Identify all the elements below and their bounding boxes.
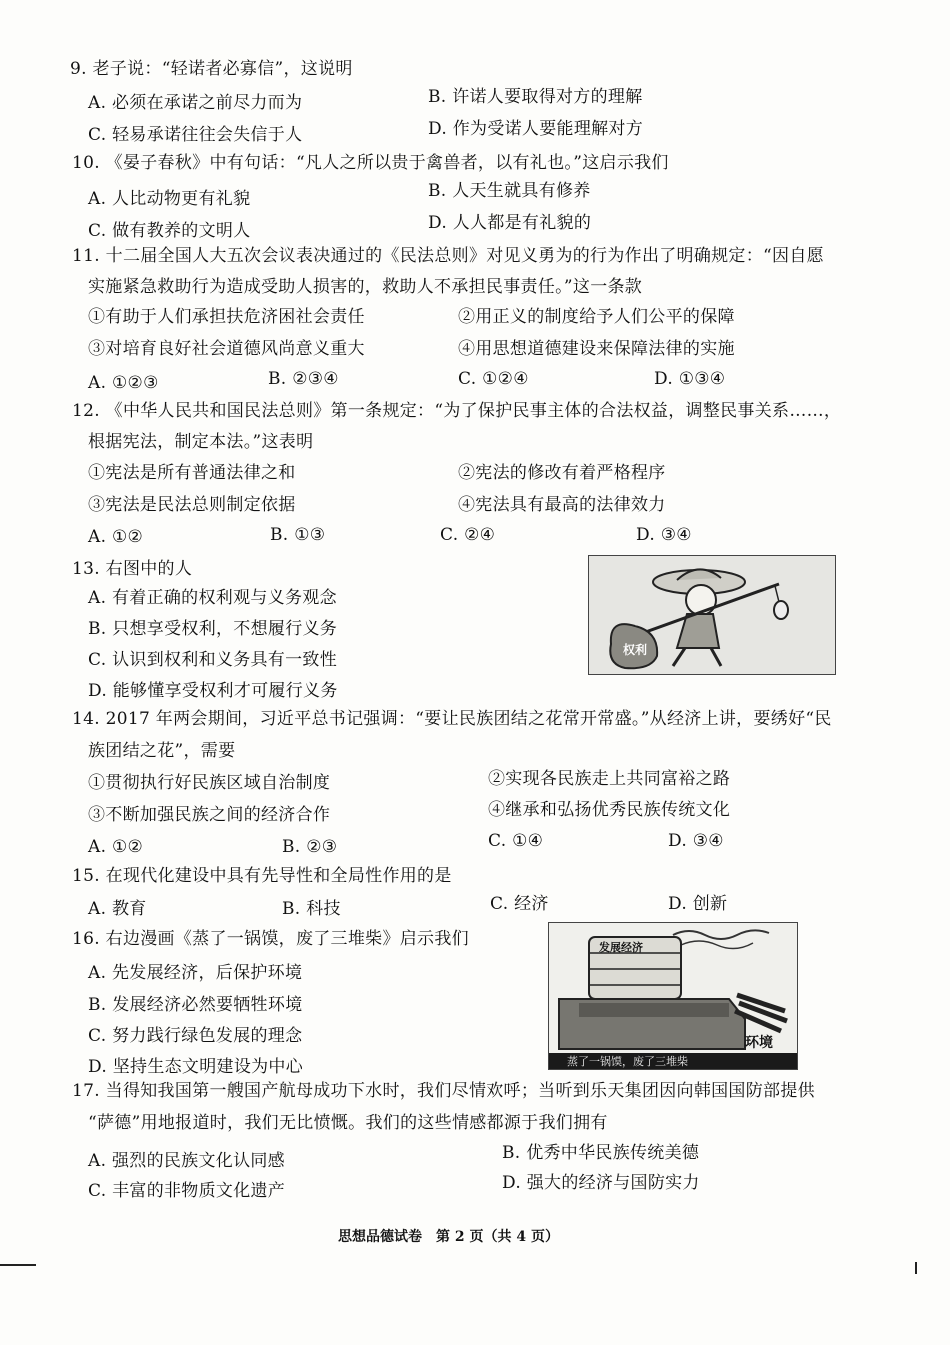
q10-option-c: C. 做有教养的文明人	[88, 221, 251, 241]
q16-option-c: C. 努力践行绿色发展的理念	[88, 1026, 303, 1046]
q14-statement-1: ①贯彻执行好民族区域自治制度	[88, 773, 331, 793]
rights-cartoon-drawing	[589, 556, 835, 674]
q14-statement-3: ③不断加强民族之间的经济合作	[88, 805, 331, 825]
q15-stem: 15. 在现代化建设中具有先导性和全局性作用的是	[72, 866, 452, 886]
q12-stem-line1: 12. 《中华人民共和国民法总则》第一条规定：“为了保护民事主体的合法权益，调整民事关系……，	[72, 401, 842, 421]
q13-option-b: B. 只想享受权利，不想履行义务	[88, 619, 338, 639]
q17-stem-line2: “萨德”用地报道时，我们无比愤慨。我们的这些情感都源于我们拥有	[88, 1113, 608, 1133]
rights-cartoon	[588, 555, 836, 675]
q15-option-b: B. 科技	[282, 899, 341, 919]
q13-stem: 13. 右图中的人	[72, 559, 193, 579]
q10-option-d: D. 人人都是有礼貌的	[428, 213, 592, 233]
q11-statement-3: ③对培育良好社会道德风尚意义重大	[88, 339, 365, 359]
steamer-cartoon	[548, 922, 798, 1070]
q14-option-c: C. ①④	[488, 831, 544, 851]
q12-option-a: A. ①②	[88, 527, 144, 547]
q9-stem: 9. 老子说：“轻诺者必寡信”，这说明	[70, 59, 353, 79]
q11-option-b: B. ②③④	[268, 369, 339, 389]
q13-option-c: C. 认识到权利和义务具有一致性	[88, 650, 338, 670]
q11-stem-line1: 11. 十二届全国人大五次会议表决通过的《民法总则》对见义勇为的行为作出了明确规定：“因自愿	[72, 246, 824, 266]
q13-option-d: D. 能够懂享受权利才可履行义务	[88, 681, 338, 701]
steamer-label: 发展经济	[599, 941, 643, 954]
q11-option-d: D. ①③④	[654, 369, 726, 389]
q17-option-b: B. 优秀中华民族传统美德	[502, 1143, 700, 1163]
steamer-cartoon-caption: 蒸了一锅馍，废了三堆柴	[567, 1055, 688, 1068]
q10-option-b: B. 人天生就具有修养	[428, 181, 591, 201]
q10-stem: 10. 《晏子春秋》中有句话：“凡人之所以贵于禽兽者，以有礼也。”这启示我们	[72, 153, 669, 173]
q17-option-c: C. 丰富的非物质文化遗产	[88, 1181, 286, 1201]
q12-option-c: C. ②④	[440, 525, 496, 545]
q16-option-a: A. 先发展经济，后保护环境	[88, 963, 303, 983]
q15-option-d: D. 创新	[668, 894, 728, 914]
q12-statement-3: ③宪法是民法总则制定依据	[88, 495, 296, 515]
q17-stem-line1: 17. 当得知我国第一艘国产航母成功下水时，我们尽情欢呼；当听到乐天集团因向韩国国防部提供	[72, 1081, 815, 1101]
q14-statement-4: ④继承和弘扬优秀民族传统文化	[488, 800, 731, 820]
q11-stem-line2: 实施紧急救助行为造成受助人损害的，救助人不承担民事责任。”这一条款	[88, 277, 643, 297]
steamer-cartoon-drawing	[549, 923, 797, 1069]
q9-option-d: D. 作为受诺人要能理解对方	[428, 119, 644, 139]
q9-option-b: B. 许诺人要取得对方的理解	[428, 87, 643, 107]
rights-sack-label: 权利	[623, 643, 648, 657]
q12-option-d: D. ③④	[636, 525, 692, 545]
q9-option-a: A. 必须在承诺之前尽力而为	[88, 93, 303, 113]
q12-statement-2: ②宪法的修改有着严格程序	[458, 463, 666, 483]
q11-statement-2: ②用正义的制度给予人们公平的保障	[458, 307, 735, 327]
q12-statement-4: ④宪法具有最高的法律效力	[458, 495, 666, 515]
q13-option-a: A. 有着正确的权利观与义务观念	[88, 588, 337, 608]
q17-option-d: D. 强大的经济与国防实力	[502, 1173, 700, 1193]
page-footer: 思想品德试卷 第 2 页（共 4 页）	[338, 1229, 559, 1245]
q14-stem-line2: 族团结之花”，需要	[88, 741, 236, 761]
q14-option-b: B. ②③	[282, 837, 338, 857]
q14-statement-2: ②实现各民族走上共同富裕之路	[488, 769, 731, 789]
q16-option-b: B. 发展经济必然要牺牲环境	[88, 995, 303, 1015]
q15-option-c: C. 经济	[490, 894, 549, 914]
q14-option-d: D. ③④	[668, 831, 724, 851]
scan-edge-mark	[0, 1264, 36, 1266]
q11-option-c: C. ①②④	[458, 369, 529, 389]
q16-stem: 16. 右边漫画《蒸了一锅馍，废了三堆柴》启示我们	[72, 929, 469, 949]
q14-option-a: A. ①②	[88, 837, 144, 857]
q12-stem-line2: 根据宪法，制定本法。”这表明	[88, 432, 314, 452]
wood-label: 环境	[745, 1035, 773, 1051]
q16-option-d: D. 坚持生态文明建设为中心	[88, 1057, 304, 1077]
q10-option-a: A. 人比动物更有礼貌	[88, 189, 251, 209]
q11-statement-1: ①有助于人们承担扶危济困社会责任	[88, 307, 365, 327]
q15-option-a: A. 教育	[88, 899, 147, 919]
q11-option-a: A. ①②③	[88, 373, 159, 393]
q12-statement-1: ①宪法是所有普通法律之和	[88, 463, 296, 483]
q12-option-b: B. ①③	[270, 525, 326, 545]
q14-stem-line1: 14. 2017 年两会期间，习近平总书记强调：“要让民族团结之花常开常盛。”从经济上讲，要绣好“民	[72, 709, 832, 729]
scan-edge-mark-right	[915, 1262, 917, 1274]
q17-option-a: A. 强烈的民族文化认同感	[88, 1151, 285, 1171]
q9-option-c: C. 轻易承诺往往会失信于人	[88, 125, 303, 145]
q11-statement-4: ④用思想道德建设来保障法律的实施	[458, 339, 735, 359]
